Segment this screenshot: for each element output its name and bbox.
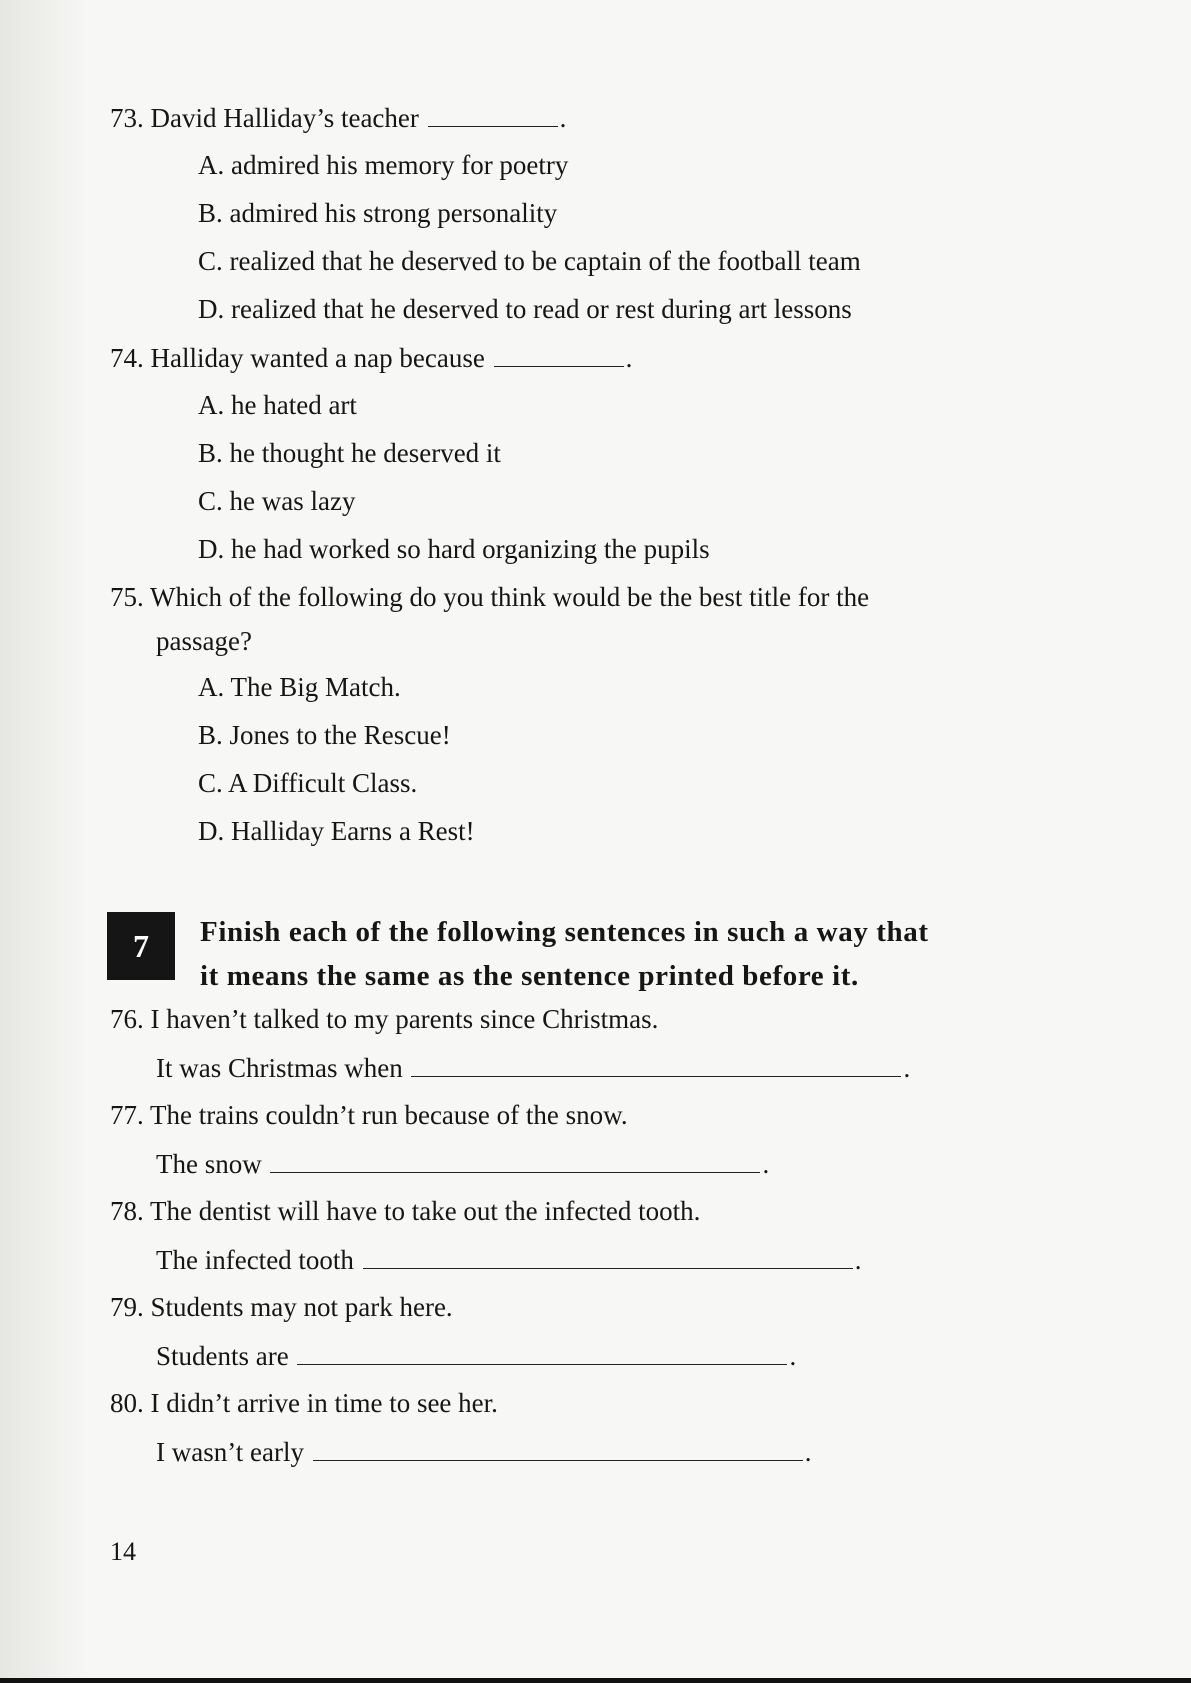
question-73-option-d: D. realized that he deserved to read or rest during art lessons [198, 294, 852, 324]
question-80-original: 80. I didn’t arrive in time to see her. [110, 1388, 498, 1418]
answer-line[interactable] [363, 1242, 853, 1269]
page-number: 14 [110, 1537, 136, 1566]
question-74-text: 74. Halliday wanted a nap because [110, 343, 485, 373]
scan-edge-bar [0, 1678, 1191, 1683]
question-73-option-b: B. admired his strong personality [198, 198, 558, 228]
question-74-option-b: B. he thought he deserved it [198, 438, 501, 468]
section-number-badge: 7 [107, 912, 175, 980]
question-75-option-c: C. A Difficult Class. [198, 768, 418, 798]
page-margin-shadow [0, 0, 90, 1683]
question-74-option-c: C. he was lazy [198, 486, 356, 516]
question-75-stem: 75. Which of the following do you think would be the best title for the [110, 582, 870, 612]
question-80-prompt-text: I wasn’t early [156, 1437, 304, 1467]
question-75-option-a: A. The Big Match. [198, 672, 401, 702]
question-73-option-c: C. realized that he deserved to be captain of the football team [198, 246, 861, 276]
section-instruction [200, 910, 1080, 998]
answer-line[interactable] [297, 1338, 787, 1365]
question-79-original: 79. Students may not park here. [110, 1292, 453, 1322]
question-77-prompt-text: The snow [156, 1149, 262, 1179]
question-73-stem: 73. David Halliday’s teacher . [110, 100, 566, 135]
answer-line[interactable] [270, 1146, 760, 1173]
question-77-prompt: The snow . [156, 1146, 769, 1181]
question-78-original: 78. The dentist will have to take out the infected tooth. [110, 1196, 701, 1226]
question-75-option-d: D. Halliday Earns a Rest! [198, 816, 475, 846]
question-77-original: 77. The trains couldn’t run because of the snow. [110, 1100, 628, 1130]
question-73-text: 73. David Halliday’s teacher [110, 103, 419, 133]
section-instruction-line-2: it means the same as the sentence printed before it. [200, 960, 859, 992]
answer-blank [428, 100, 558, 127]
question-80-prompt: I wasn’t early . [156, 1434, 811, 1469]
question-74-option-d: D. he had worked so hard organizing the pupils [198, 534, 710, 564]
question-76-prompt-text: It was Christmas when [156, 1053, 403, 1083]
question-74-stem: 74. Halliday wanted a nap because . [110, 340, 632, 375]
question-76-prompt: It was Christmas when . [156, 1050, 910, 1085]
answer-line[interactable] [313, 1434, 803, 1461]
question-74-option-a: A. he hated art [198, 390, 357, 420]
question-76-original: 76. I haven’t talked to my parents since Christmas. [110, 1004, 659, 1034]
question-75-stem-continued: passage? [156, 626, 252, 656]
answer-line[interactable] [411, 1050, 901, 1077]
section-instruction-line-1: Finish each of the following sentences in such a way that [200, 916, 929, 948]
question-78-prompt-text: The infected tooth [156, 1245, 354, 1275]
question-78-prompt: The infected tooth . [156, 1242, 861, 1277]
question-73-option-a: A. admired his memory for poetry [198, 150, 569, 180]
answer-blank [494, 340, 624, 367]
question-79-prompt-text: Students are [156, 1341, 289, 1371]
question-75-option-b: B. Jones to the Rescue! [198, 720, 451, 750]
question-79-prompt: Students are . [156, 1338, 796, 1373]
